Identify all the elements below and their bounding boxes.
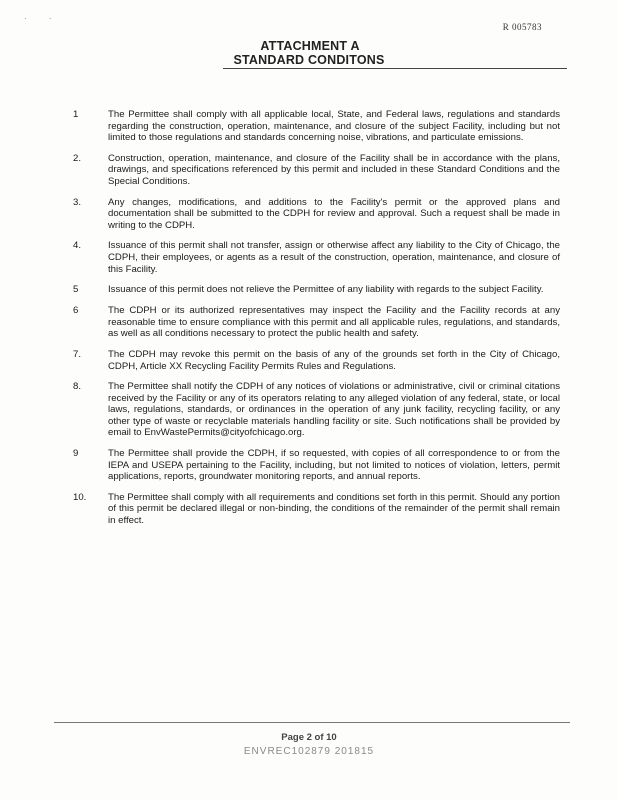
condition-text: The Permittee shall provide the CDPH, if so requested, with copies of all correspondence to or from the IEPA and USEPA pertaining to the Facility, including, but not limited to notices of violation, letters, permit applications, reports, groundwater monitoring reports, and annual reports. bbox=[108, 448, 560, 483]
condition-number: 1 bbox=[73, 109, 79, 120]
scan-specks: · · bbox=[24, 14, 62, 23]
condition-text: Issuance of this permit does not relieve the Permittee of any liability with regards to the subject Facility. bbox=[108, 284, 544, 296]
condition-item bbox=[60, 492, 560, 527]
condition-item bbox=[60, 109, 560, 144]
condition-item bbox=[60, 197, 560, 232]
bates-stamp: R 005783 bbox=[502, 22, 542, 32]
condition-number: 5 bbox=[73, 284, 79, 296]
page-number: Page 2 of 10 bbox=[281, 732, 337, 743]
condition-number: 2. bbox=[73, 152, 82, 164]
condition-text: Issuance of this permit shall not transfer, assign or otherwise affect any liability to the City of Chicago, the CDPH, their employees, or agents as a result of the construction, operation, maintenance, and closure of this Facility. bbox=[108, 240, 560, 275]
attachment-subtitle: STANDARD CONDITONS bbox=[233, 53, 385, 67]
condition-number: 7. bbox=[73, 348, 82, 360]
condition-item bbox=[60, 153, 560, 188]
condition-item bbox=[60, 381, 560, 439]
condition-number: 9 bbox=[73, 448, 79, 460]
condition-item bbox=[60, 240, 560, 275]
condition-text: The CDPH may revoke this permit on the basis of any of the grounds set forth in the City of Chicago, CDPH, Article XX Recycling Facility Permits Rules and Regulations. bbox=[108, 348, 560, 372]
condition-number: 10. bbox=[73, 491, 87, 503]
condition-number: 3. bbox=[73, 196, 82, 208]
condition-text: The Permittee shall notify the CDPH of any notices of violations or administrative, civil or criminal citations received by the Facility or any of its operators relating to any alleged violation of any federal, state, or local laws, regulations, standards, or ordinances in the operation of any junk facility, recycling facility, or any other type of waste or recyclable materials handling facility or site. Such notifications shall be provided by email to EnvWastePermits@cityofchicago.org. bbox=[108, 381, 560, 439]
condition-item bbox=[60, 349, 560, 372]
condition-item bbox=[60, 305, 560, 340]
condition-item bbox=[60, 284, 560, 296]
condition-text: The Permittee shall comply with all applicable local, State, and Federal laws, regulations and standards regarding the construction, operation, maintenance, and closure of the subject Facility, including but not limited to those regulations and standards concerning noise, vibrations, and particulate emissions. bbox=[108, 109, 560, 144]
condition-text: Any changes, modifications, and additions to the Facility's permit or the approved plans and documentation shall be submitted to the CDPH for review and approval. Such a request shall be made in writing to the CDPH. bbox=[108, 196, 560, 231]
condition-text: The Permittee shall comply with all requirements and conditions set forth in this permit. Should any portion of this permit be declared illegal or non-binding, the conditions of the remainder of the permit shall remain in effect. bbox=[108, 491, 560, 527]
attachment-title: ATTACHMENT A bbox=[260, 39, 360, 53]
header-rule bbox=[223, 68, 567, 69]
attachment-heading bbox=[0, 39, 618, 67]
footer-rule bbox=[54, 722, 570, 723]
condition-number: 4. bbox=[73, 240, 82, 252]
condition-number: 8. bbox=[73, 381, 82, 393]
conditions-list bbox=[60, 109, 560, 536]
condition-text: The CDPH or its authorized representatives may inspect the Facility and the Facility records at any reasonable time to ensure compliance with this permit and all applicable rules, regulations, and standards, as well as all conditions necessary to protect the public health and safety. bbox=[108, 305, 560, 340]
condition-number: 6 bbox=[73, 305, 79, 317]
condition-item bbox=[60, 448, 560, 483]
condition-text: Construction, operation, maintenance, and closure of the Facility shall be in accordance with the plans, drawings, and specifications referenced by this permit and included in these Standard Conditions and the Special Conditions. bbox=[108, 152, 560, 187]
document-id: ENVREC102879 201815 bbox=[243, 746, 375, 757]
